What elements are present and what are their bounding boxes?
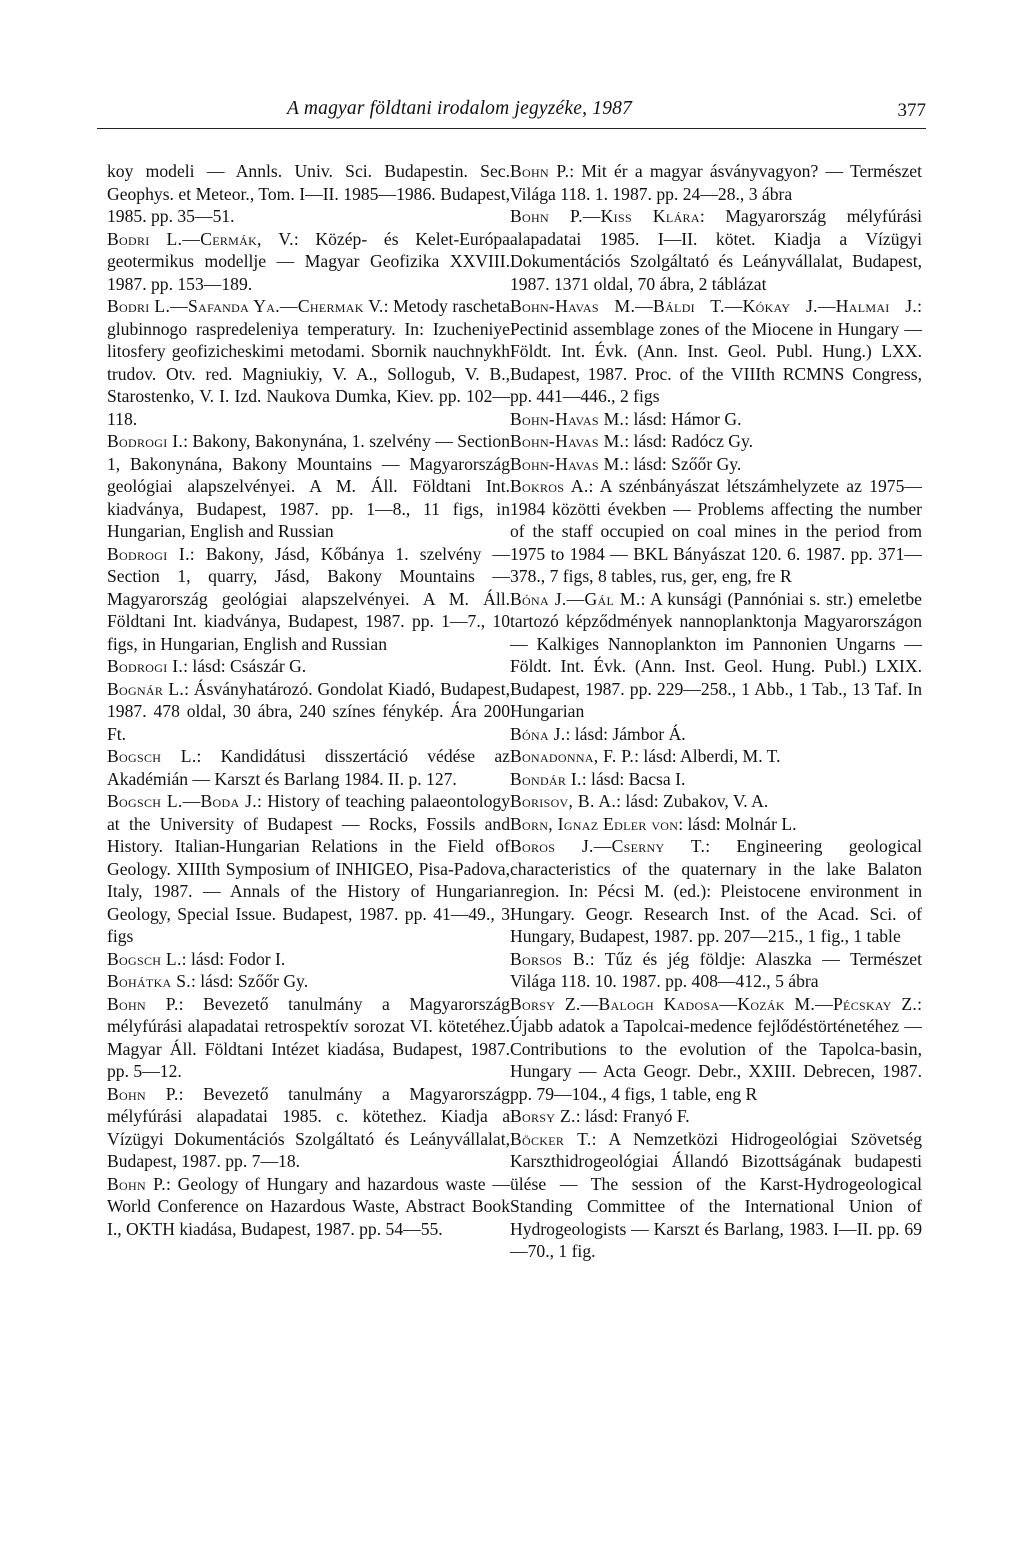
entry-author: Bodrogi I. — [107, 431, 184, 451]
entry-text: : Ásványhatározó. Gondolat Kiadó, Budapest, 1987. 478 oldal, 30 ábra, 240 színes fénykép. Ára 200 Ft. — [107, 678, 510, 744]
bibliography-entry — [510, 430, 922, 453]
entry-text: : Kandidátusi disszertáció védése az Akadémián — Karszt és Barlang 1984. II. p. 127. — [107, 746, 510, 789]
entry-author: Bohn-Havas M. — [510, 453, 625, 474]
entry-text: : Bakony, Jásd, Kőbánya 1. szelvény — Section 1, quarry, Jásd, Bakony Mountains — Magyarország geológiai alapszelvényei. A M. Áll. Földtani Int. kiadványa, Budapest, 1987. pp. 1—7., 10 figs, in Hungarian, English and Russian — [107, 543, 510, 654]
bibliography-entry — [107, 543, 510, 656]
entry-text: : lásd: Radócz Gy. — [624, 431, 754, 451]
entry-author: Bohn-Havas M. — [510, 408, 625, 429]
bibliography-entry — [107, 655, 510, 678]
bibliography-entry — [510, 295, 922, 408]
left-column — [107, 160, 510, 1240]
entry-author: Bodrogi I. — [107, 656, 184, 676]
entry-text: : History of teaching palaeontology at the University of Budapest — Rocks, Fossils and History. Italian-Hungarian Relations in the Field of Geology. XIIIth Symposium of INHIGEO, Pisa-Padova, Italy, 1987. — Annals of the History of Hungarian Geology, Special Issue. Budapest, 1987. pp. 41—49., 3 figs — [107, 791, 510, 946]
header-rule — [97, 128, 926, 129]
bibliography-entry — [107, 970, 510, 993]
page-number: 377 — [897, 100, 926, 121]
entry-text: : Mit ér a magyar ásványvagyon? — Természet Világa 118. 1. 1987. pp. 24—28., 3 ábra — [510, 161, 922, 204]
entry-author: Bogsch L. — [107, 948, 182, 969]
bibliography-entry — [510, 205, 922, 295]
entry-author: Borsy Z. — [510, 1106, 576, 1126]
entry-author: Bodrogi I. — [107, 543, 190, 564]
bibliography-entry — [510, 475, 922, 588]
entry-text: : lásd: Szőőr Gy. — [190, 971, 309, 991]
bibliography-entry — [107, 790, 510, 948]
entry-author: Bogsch L. — [107, 746, 197, 766]
entry-text: : Újabb adatok a Tapolcai-medence fejlődéstörténetéhez — Contributions to the evolution of the Tapolca-basin, Hungary — Acta Geogr. Debr., XXIII. Debrecen, 1987. pp. 79—104., 4 figs, 1 table, eng R — [510, 993, 922, 1104]
entry-author: Bokros A. — [510, 476, 589, 496]
entry-author: Bognár L. — [107, 678, 185, 699]
entry-text: : lásd: Császár G. — [183, 656, 307, 676]
entry-author: Bohn P. — [107, 1173, 166, 1194]
entry-author: Böcker T. — [510, 1128, 592, 1149]
bibliography-entry — [107, 295, 510, 430]
entry-text: : A kunsági (Pannóniai s. str.) emeletbe tartozó képződmények nannoplanktonja Magyarországon — Kalkiges Nannoplankton im Pannonien Ungarns — Földt. Int. Évk. (Ann. Inst. Geol. Hung. Publ.) LXIX. Budapest, 1987. pp. 229—258., 1 Abb., 1 Tab., 13 Taf. In Hungarian — [510, 588, 922, 721]
bibliography-entry — [510, 723, 922, 746]
entry-text: : lásd: Jámbor Á. — [565, 723, 686, 744]
bibliography-entry — [510, 813, 922, 836]
bibliography-entry — [107, 678, 510, 746]
bibliography-entry — [510, 790, 922, 813]
entry-text: : Engineering geological characteristics of the quaternary in the lake Balaton region. In: Pécsi M. (ed.): Pleistocene environment in Hungary. Geogr. Research Inst. of the Acad. Sci. of Hungary, Budapest, 1987. pp. 207—215., 1 fig., 1 table — [510, 836, 922, 946]
entry-author: Bohn P. — [107, 1083, 179, 1104]
entry-text: : lásd: Franyó F. — [575, 1106, 690, 1126]
bibliography-entry — [510, 408, 922, 431]
entry-author: Bohn-Havas M. — [510, 431, 625, 451]
bibliography-entry — [510, 1105, 922, 1128]
entry-author: Bohn P.—Kiss Klára — [510, 206, 700, 226]
entry-author: Boros J.—Cserny T. — [510, 836, 706, 856]
entry-author: Bondár I. — [510, 768, 582, 789]
bibliography-entry — [510, 835, 922, 948]
entry-text: : lásd: Hámor G. — [624, 408, 742, 429]
entry-author: Bodri L.—Safanda Ya.—Chermak V. — [107, 296, 384, 316]
entry-author: Bohátka S. — [107, 971, 191, 991]
entry-text: : A Nemzetközi Hidrogeológiai Szövetség Karszthidrogeológiai Állandó Bizottságának budapesti ülése — The session of the Karst-Hydrogeological Standing Committee of the International Union of Hydrogeologists — Karszt és Barlang, 1983. I—II. pp. 69—70., 1 fig. — [510, 1128, 922, 1261]
entry-text: : Tűz és jég földje: Alaszka — Természet Világa 118. 10. 1987. pp. 408—412., 5 ábra — [510, 948, 922, 991]
bibliography-entry — [107, 1173, 510, 1241]
entry-text: : Bevezető tanulmány a Magyarország mélyfúrási alapadatai retrospektív sorozat VI. kötetéhez. Magyar Áll. Földtani Intézet kiadása, Budapest, 1987. pp. 5—12. — [107, 993, 510, 1081]
entry-author: Bogsch L.—Boda J. — [107, 791, 257, 811]
bibliography-entry — [107, 228, 510, 296]
bibliography-entry — [107, 948, 510, 971]
entry-author: Bonadonna, F. P. — [510, 746, 635, 766]
bibliography-entry — [107, 745, 510, 790]
running-title: A magyar földtani irodalom jegyzéke, 1987 — [287, 98, 633, 119]
entry-text: : Metody rascheta glubinnogo raspredeleniya temperatury. In: Izucheniye litosfery geofizicheskimi metodami. Sbornik nauchnykh trudov. Otv. red. Magniukiy, V. A., Sollogub, V. B., Starostenko, V. I. Izd. Naukova Dumka, Kiev. pp. 102—118. — [107, 296, 510, 429]
entry-author: Borsy Z.—Balogh Kadosa—Kozák M.—Pécskay Z. — [510, 993, 918, 1014]
bibliography-entry — [510, 1128, 922, 1263]
bibliography-entry — [510, 160, 922, 205]
entry-author: Bohn P. — [107, 993, 179, 1014]
bibliography-entry — [510, 993, 922, 1106]
entry-author: Bohn-Havas M.—Báldi T.—Kókay J.—Halmai J. — [510, 296, 918, 316]
bibliography-entry — [510, 588, 922, 723]
entry-text: : lásd: Zubakov, V. A. — [616, 791, 769, 811]
entry-text: : Geology of Hungary and hazardous waste — World Conference on Hazardous Waste, Abstract Book I., OKTH kiadása, Budapest, 1987. pp. 54—55. — [107, 1173, 511, 1239]
bibliography-entry — [107, 430, 510, 543]
entry-author: Bodri L.—Cermák, V. — [107, 228, 294, 249]
entry-text: : Közép- és Kelet-Európa geotermikus modellje — Magyar Geofizika XXVIII. 1987. pp. 153—189. — [107, 228, 510, 294]
bibliography-entry — [510, 948, 922, 993]
right-column — [510, 160, 922, 1263]
bibliography-entry — [510, 768, 922, 791]
entry-text: : Pectinid assemblage zones of the Miocene in Hungary — Földt. Int. Évk. (Ann. Inst. Geol. Publ. Hung.) LXX. Budapest, 1987. Proc. of the VIIIth RCMNS Congress, pp. 441—446., 2 figs — [510, 296, 922, 406]
entry-text: : lásd: Bacsa I. — [581, 768, 686, 789]
entry-author: Born, Ignaz Edler von — [510, 813, 679, 834]
entry-text: : lásd: Alberdi, M. T. — [634, 746, 781, 766]
entry-text: : Magyarország mélyfúrási alapadatai 1985. I—II. kötet. Kiadja a Vízügyi Dokumentációs Szolgáltató és Leányvállalat, Budapest, 1987. 1371 oldal, 70 ábra, 2 táblázat — [510, 206, 922, 294]
entry-text: : Bevezető tanulmány a Magyarország mélyfúrási alapadatai 1985. c. kötethez. Kiadja a Vízügyi Dokumentációs Szolgáltató és Leányvállalat, Budapest, 1987. pp. 7—18. — [107, 1083, 510, 1171]
bibliography-entry — [510, 745, 922, 768]
entry-author: Bóna J. — [510, 723, 566, 744]
entry-text: : A szénbányászat létszámhelyzete az 1975—1984 közötti években — Problems affecting the number of the staff occupied on coal mines in the period from 1975 to 1984 — BKL Bányászat 120. 6. 1987. pp. 371—378., 7 figs, 8 tables, rus, ger, eng, fre R — [510, 476, 922, 586]
entry-author: Borisov, B. A. — [510, 791, 617, 811]
bibliography-entry: koy modeli — Annls. Univ. Sci. Budapestin. Sec. Geophys. et Meteor., Tom. I—II. 1985—1986. Budapest, 1985. pp. 35—51. — [107, 161, 510, 226]
page-header — [97, 92, 926, 132]
entry-text: : Bakony, Bakonynána, 1. szelvény — Section 1, Bakonynána, Bakony Mountains — Magyarország geológiai alapszelvényei. A M. Áll. Földtani Int. kiadványa, Budapest, 1987. pp. 1—8., 11 figs, in Hungarian, English and Russian — [107, 431, 510, 541]
bibliography-entry — [107, 993, 510, 1083]
bibliography-entry — [510, 453, 922, 476]
entry-text: : lásd: Szőőr Gy. — [624, 453, 742, 474]
entry-text: : lásd: Molnár L. — [678, 813, 797, 834]
bibliography-entry — [107, 1083, 510, 1173]
entry-author: Borsos B. — [510, 948, 590, 969]
entry-author: Bóna J.—Gál M. — [510, 588, 641, 609]
entry-author: Bohn P. — [510, 161, 570, 181]
entry-text: : lásd: Fodor I. — [181, 948, 286, 969]
